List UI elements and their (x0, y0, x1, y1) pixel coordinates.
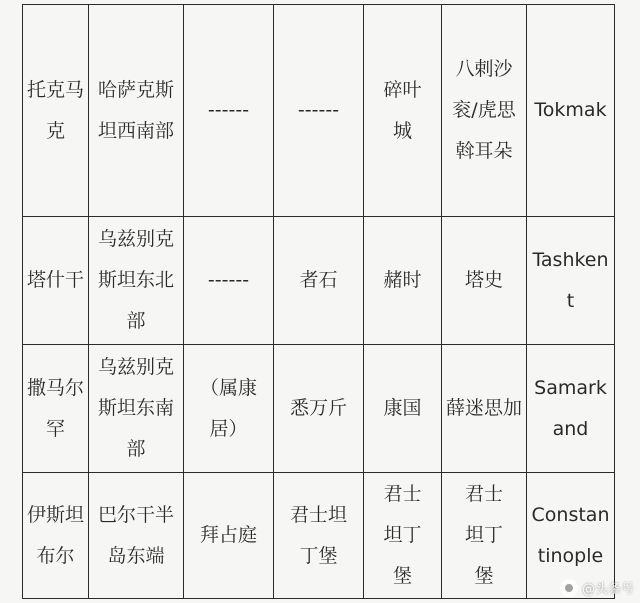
toutiao-logo-icon (560, 579, 578, 597)
watermark (560, 578, 634, 597)
table-cell: 乌兹别克斯坦东南部 (89, 345, 184, 473)
table-cell: 薛迷思加 (442, 345, 527, 473)
table-cell: ------ (184, 217, 274, 345)
place-name-table (22, 4, 615, 599)
table-cell: 乌兹别克斯坦东北部 (89, 217, 184, 345)
table-row (23, 5, 615, 217)
table-cell: （属康居） (184, 345, 274, 473)
table-cell: Constantinople (527, 473, 615, 599)
table-cell: ------ (184, 5, 274, 217)
table-cell: 赭时 (364, 217, 442, 345)
table-row (23, 217, 615, 345)
table-cell: 者石 (274, 217, 364, 345)
table-cell: 君士坦丁堡 (442, 473, 527, 599)
table-cell: 康国 (364, 345, 442, 473)
table-row (23, 473, 615, 599)
watermark-text: @头条号 (581, 582, 634, 597)
table-cell: ------ (274, 5, 364, 217)
table-cell: 塔什干 (23, 217, 89, 345)
table-cell: 君士坦丁堡 (364, 473, 442, 599)
table-cell: 君士坦丁堡 (274, 473, 364, 599)
table-cell: 悉万斤 (274, 345, 364, 473)
table-cell: 八剌沙衮/虎思斡耳朵 (442, 5, 527, 217)
table-cell: 巴尔干半岛东端 (89, 473, 184, 599)
table-cell: Samarkand (527, 345, 615, 473)
table-cell: 撒马尔罕 (23, 345, 89, 473)
table-cell: 塔史 (442, 217, 527, 345)
table-cell: 哈萨克斯坦西南部 (89, 5, 184, 217)
table-cell: 碎叶城 (364, 5, 442, 217)
table-cell: 伊斯坦布尔 (23, 473, 89, 599)
table-cell: 拜占庭 (184, 473, 274, 599)
table-cell: Tokmak (527, 5, 615, 217)
table-row (23, 345, 615, 473)
table-cell: Tashkent (527, 217, 615, 345)
table-cell: 托克马克 (23, 5, 89, 217)
